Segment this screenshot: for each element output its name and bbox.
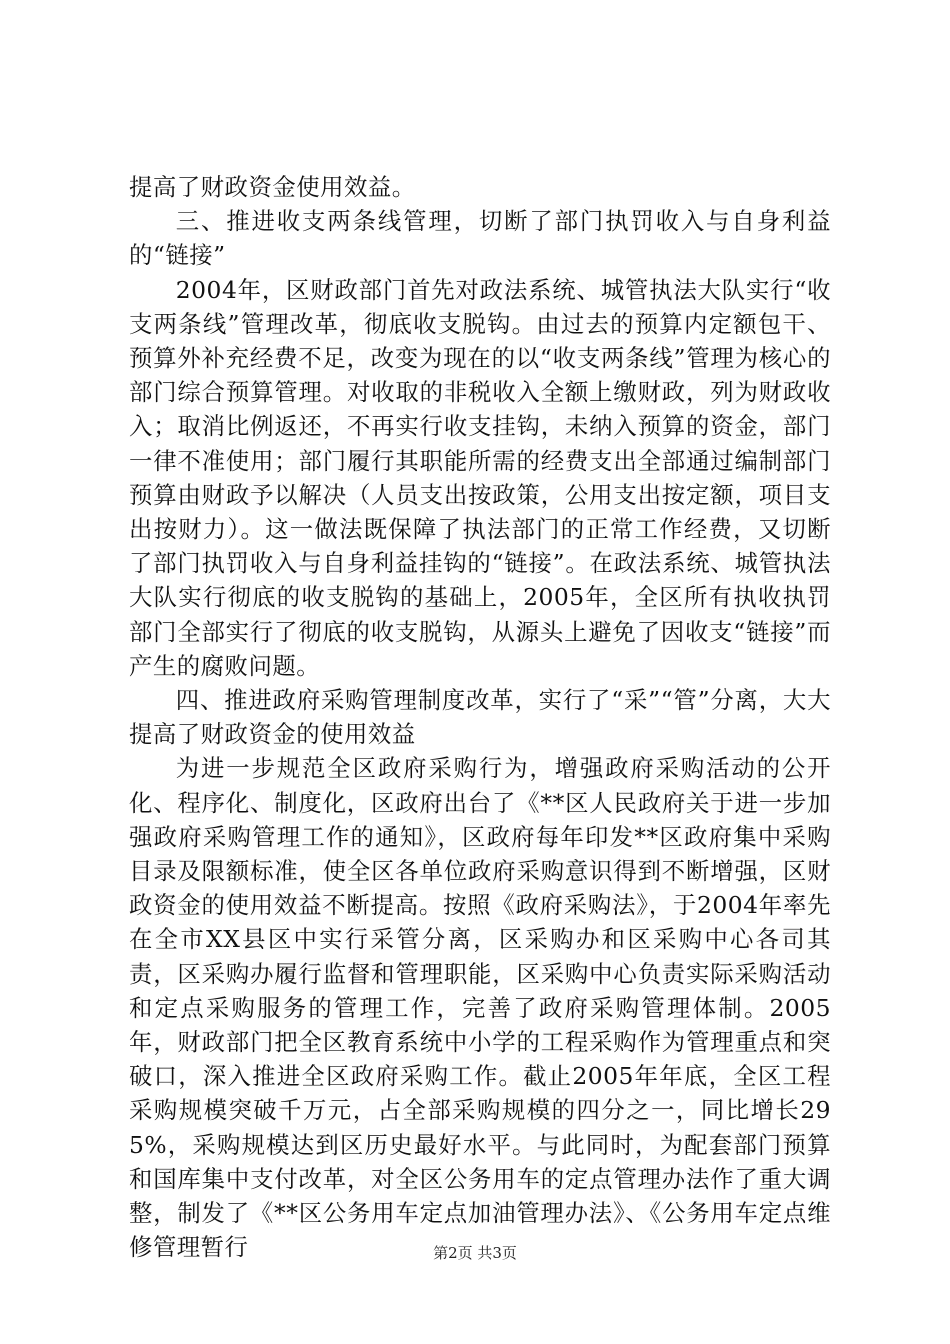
section-heading-four: 四、推进政府采购管理制度改革，实行了“采”“管”分离，大大提高了财政资金的使用效益 xyxy=(129,686,831,749)
section-heading-three: 三、推进收支两条线管理，切断了部门执罚收入与自身利益的“链接” xyxy=(129,207,831,270)
document-body xyxy=(129,170,831,1265)
paragraph-section-four: 为进一步规范全区政府采购行为，增强政府采购活动的公开化、程序化、制度化，区政府出台了《**区人民政府关于进一步加强政府采购管理工作的通知》，区政府每年印发**区政府集中采购目录及限额标准，使全区各单位政府采购意识得到不断增强，区财政资金的使用效益不断提高。按照《政府采购法》，于2004年率先在全市XX县区中实行采管分离，区采购办和区采购中心各司其责，区采购办履行监督和管理职能，区采购中心负责实际采购活动和定点采购服务的管理工作，完善了政府采购管理体制。2005年，财政部门把全区教育系统中小学的工程采购作为管理重点和突破口，深入推进全区政府采购工作。截止2005年年底，全区工程采购规模突破千万元，占全部采购规模的四分之一，同比增长295%，采购规模达到区历史最好水平。与此同时，为配套部门预算和国库集中支付改革，对全区公务用车的定点管理办法作了重大调整，制发了《**区公务用车定点加油管理办法》、《公务用车定点维修管理暂行 xyxy=(129,754,831,1262)
page-footer: 第2页 共3页 xyxy=(433,1244,517,1262)
paragraph-section-three: 2004年，区财政部门首先对政法系统、城管执法大队实行“收支两条线”管理改革，彻底收支脱钩。由过去的预算内定额包干、预算外补充经费不足，改变为现在的以“收支两条线”管理为核心的部门综合预算管理。对收取的非税收入全额上缴财政，列为财政收入；取消比例返还，不再实行收支挂钩，未纳入预算的资金，部门一律不准使用；部门履行其职能所需的经费支出全部通过编制部门预算由财政予以解决（人员支出按政策，公用支出按定额，项目支出按财力）。这一做法既保障了执法部门的正常工作经费，又切断了部门执罚收入与自身利益挂钩的“链接”。在政法系统、城管执法大队实行彻底的收支脱钩的基础上，2005年，全区所有执收执罚部门全部实行了彻底的收支脱钩，从源头上避免了因收支“链接”而产生的腐败问题。 xyxy=(129,275,831,680)
paragraph-continuation: 提高了财政资金使用效益。 xyxy=(129,173,416,201)
